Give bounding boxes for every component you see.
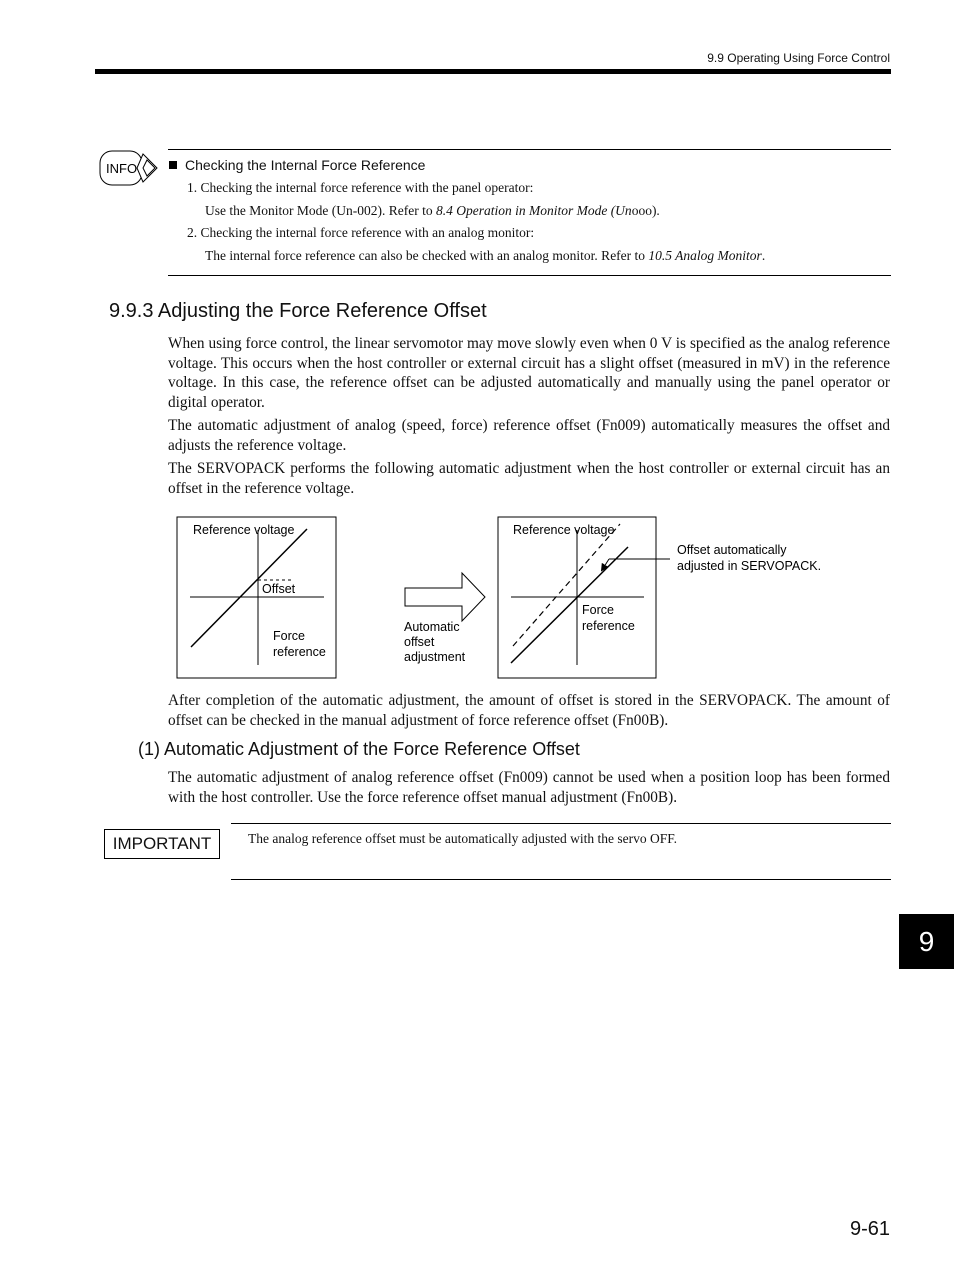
arrow-label-1: Automatic	[404, 620, 460, 634]
section-paragraph-3: The SERVOPACK performs the following automatic adjustment when the host controller or external circuit has an offset in the reference voltage.	[168, 460, 890, 497]
info-item-2: 2. Checking the internal force reference with an analog monitor:	[187, 225, 535, 240]
section-paragraph-1: When using force control, the linear servomotor may move slowly even when 0 V is specified as the analog reference voltage. This occurs when the host controller or external circuit has a slight offset (measured in mV) in the reference voltage. In this case, the reference offset can be adjusted automatically and manually using the panel operator or digital operator.	[168, 335, 890, 411]
after-ref-voltage-label: Reference voltage	[513, 523, 615, 537]
chapter-tab: 9	[899, 914, 954, 969]
after-force-ref-label-1: Force	[582, 603, 614, 617]
offset-label: Offset	[262, 582, 296, 596]
right-arrow-icon	[405, 573, 485, 621]
info-item-1-reference: 8.4 Operation in Monitor Mode (Un	[435, 203, 632, 218]
before-ref-voltage-label: Reference voltage	[193, 523, 295, 537]
info-item-2-detail-suffix: .	[761, 248, 766, 263]
info-item-1-detail-suffix: ooo).	[631, 203, 660, 218]
subsection-title: (1) Automatic Adjustment of the Force Reference Offset	[138, 739, 580, 759]
running-header: 9.9 Operating Using Force Control	[707, 51, 890, 65]
info-item-1: 1. Checking the internal force reference with the panel operator:	[187, 180, 534, 195]
arrow-label-3: adjustment	[404, 650, 466, 664]
important-badge: IMPORTANT	[104, 829, 220, 859]
subsection-paragraph: The automatic adjustment of analog reference offset (Fn009) cannot be used when a position loop has been formed with the host controller. Use the force reference offset manual adjustment (Fn00B).	[168, 769, 890, 806]
section-title: 9.9.3 Adjusting the Force Reference Offset	[109, 300, 487, 322]
callout-label-1: Offset automatically	[677, 543, 787, 557]
section-paragraph-2: The automatic adjustment of analog (speed, force) reference offset (Fn009) automatically measures the offset and adjusts the reference voltage.	[168, 417, 890, 454]
before-force-ref-label-2: reference	[273, 645, 326, 659]
info-item-2-detail-text: The internal force reference can also be checked with an analog monitor. Refer to	[205, 248, 649, 263]
callout-label-2: adjusted in SERVOPACK.	[677, 559, 822, 573]
info-item-1-detail-text: Use the Monitor Mode (Un-002). Refer to	[205, 203, 436, 218]
page-number: 9-61	[849, 1218, 890, 1240]
important-text: The analog reference offset must be automatically adjusted with the servo OFF.	[248, 831, 678, 846]
section-paragraph-4: After completion of the automatic adjustment, the amount of offset is stored in the SERVOPACK. The amount of offset can be checked in the manual adjustment of force reference offset (Fn00B).	[168, 692, 890, 729]
after-force-ref-label-2: reference	[582, 619, 635, 633]
arrow-label-2: offset	[404, 635, 435, 649]
info-item-2-reference: 10.5 Analog Monitor	[648, 248, 762, 263]
before-force-ref-label-1: Force	[273, 629, 305, 643]
info-icon-label: INFO	[106, 161, 138, 176]
info-title-text: Checking the Internal Force Reference	[185, 157, 426, 173]
